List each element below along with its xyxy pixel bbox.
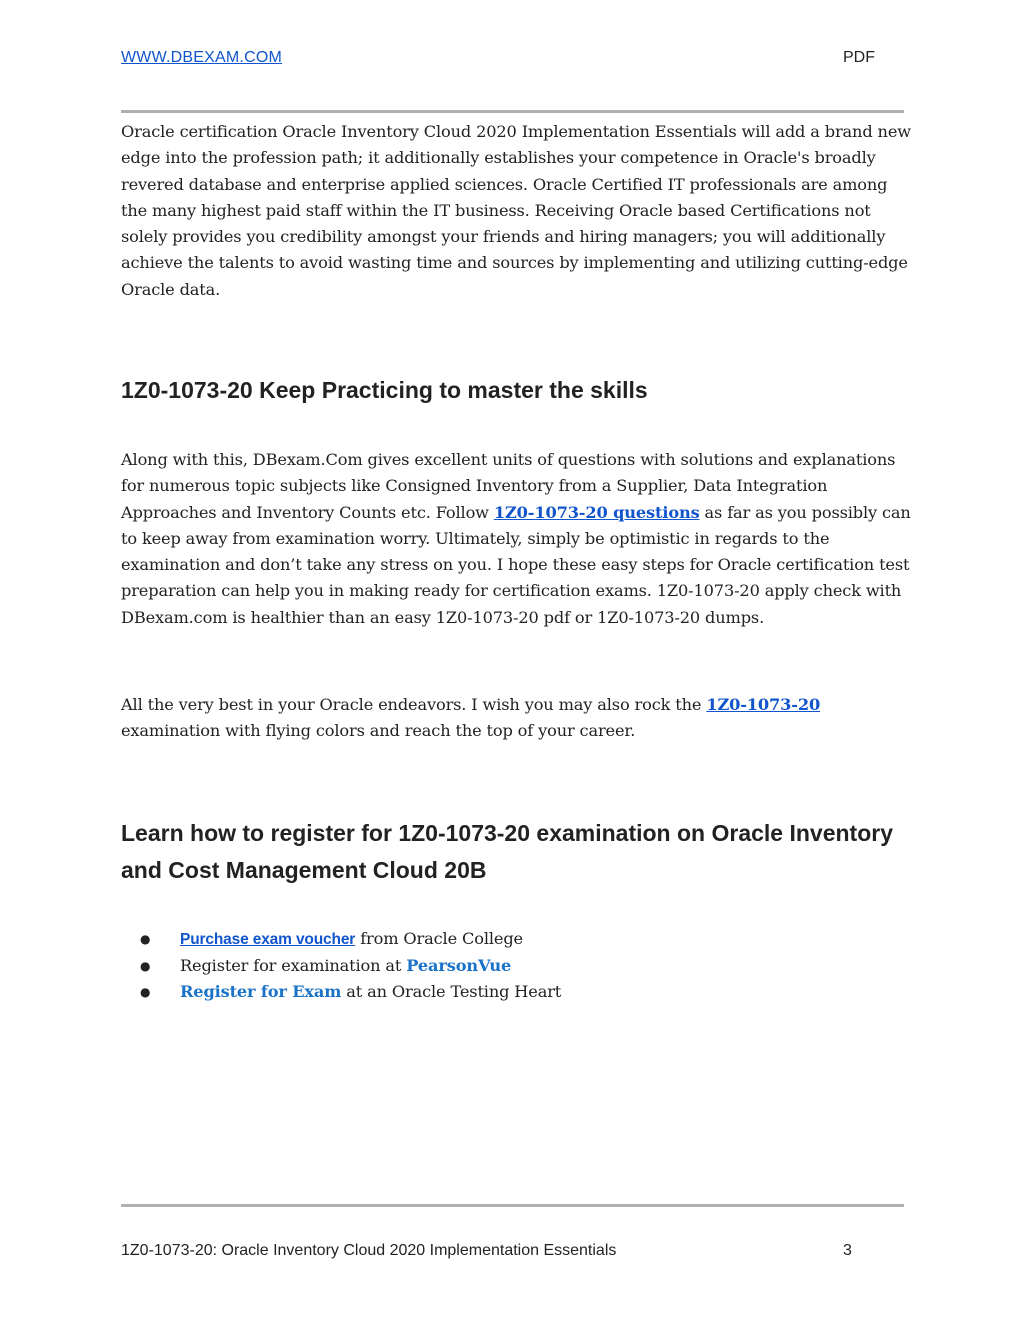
list-item-text: Register for examination at (180, 956, 407, 975)
closing-text-after-link: examination with flying colors and reach the top of your career. (121, 721, 636, 741)
list-item-text: from Oracle College (355, 929, 523, 948)
intro-paragraph: Oracle certification Oracle Inventory Cloud 2020 Implementation Essentials will add a brand new edge into the profession path; it additionally establishes your competence in Oracle's broadly revered database and enterprise applied sciences. Oracle Certified IT professionals are among the many highest paid staff within the IT business. Receiving Oracle based Certifications not solely provides you credibility amongst your friends and hiring managers; you will additionally achieve the talents to avoid wasting time and sources by implementing and utilizing cutting-edge Oracle data. (121, 122, 911, 299)
list-item (140, 979, 840, 1005)
header-divider (121, 110, 904, 113)
questions-link[interactable]: 1Z0-1073-20 questions (493, 502, 700, 522)
site-link[interactable]: WWW.DBEXAM.COM (121, 49, 283, 66)
practice-text-after-link: as far as you possibly can to keep away from examination worry. Ultimately, simply be optimistic in regards to the examination and don’t take any stress on you. I hope these easy steps for Oracle certification test preparation can help you in making ready for certification exams. 1Z0-1073-20 apply check with DBexam.com is healthier than an easy 1Z0-1073-20 pdf or 1Z0-1073-20 dumps. (121, 502, 911, 627)
section-heading-practice: 1Z0-1073-20 Keep Practicing to master the skills (121, 377, 648, 403)
purchase-voucher-link[interactable]: Purchase exam voucher (180, 931, 356, 948)
closing-text-before-link: All the very best in your Oracle endeavors. I wish you may also rock the (121, 695, 707, 714)
bullet-icon: ● (140, 985, 151, 999)
exam-code-link[interactable]: 1Z0-1073-20 (706, 695, 821, 714)
register-exam-link[interactable]: Register for Exam (180, 982, 342, 1001)
bullet-icon: ● (140, 959, 151, 973)
list-item-text: at an Oracle Testing Heart (341, 982, 562, 1001)
format-label: PDF (843, 49, 875, 66)
list-item (140, 926, 840, 953)
practice-paragraph (121, 447, 911, 631)
closing-paragraph (121, 692, 911, 745)
footer-divider (121, 1204, 904, 1207)
footer-title: 1Z0-1073-20: Oracle Inventory Cloud 2020 Implementation Essentials (121, 1242, 617, 1259)
registration-steps-list (140, 926, 840, 1005)
page-number: 3 (843, 1242, 852, 1259)
pearsonvue-link[interactable]: PearsonVue (406, 956, 512, 975)
section-heading-register: Learn how to register for 1Z0-1073-20 examination on Oracle Inventory and Cost Management Cloud 20B (121, 820, 894, 883)
bullet-icon: ● (140, 932, 151, 946)
list-item (140, 953, 840, 979)
practice-text-before-link: Along with this, DBexam.Com gives excellent units of questions with solutions and explanations for numerous topic subjects like Consigned Inventory from a Supplier, Data Integration Approaches and Inventory Counts etc. Follow (121, 450, 896, 522)
